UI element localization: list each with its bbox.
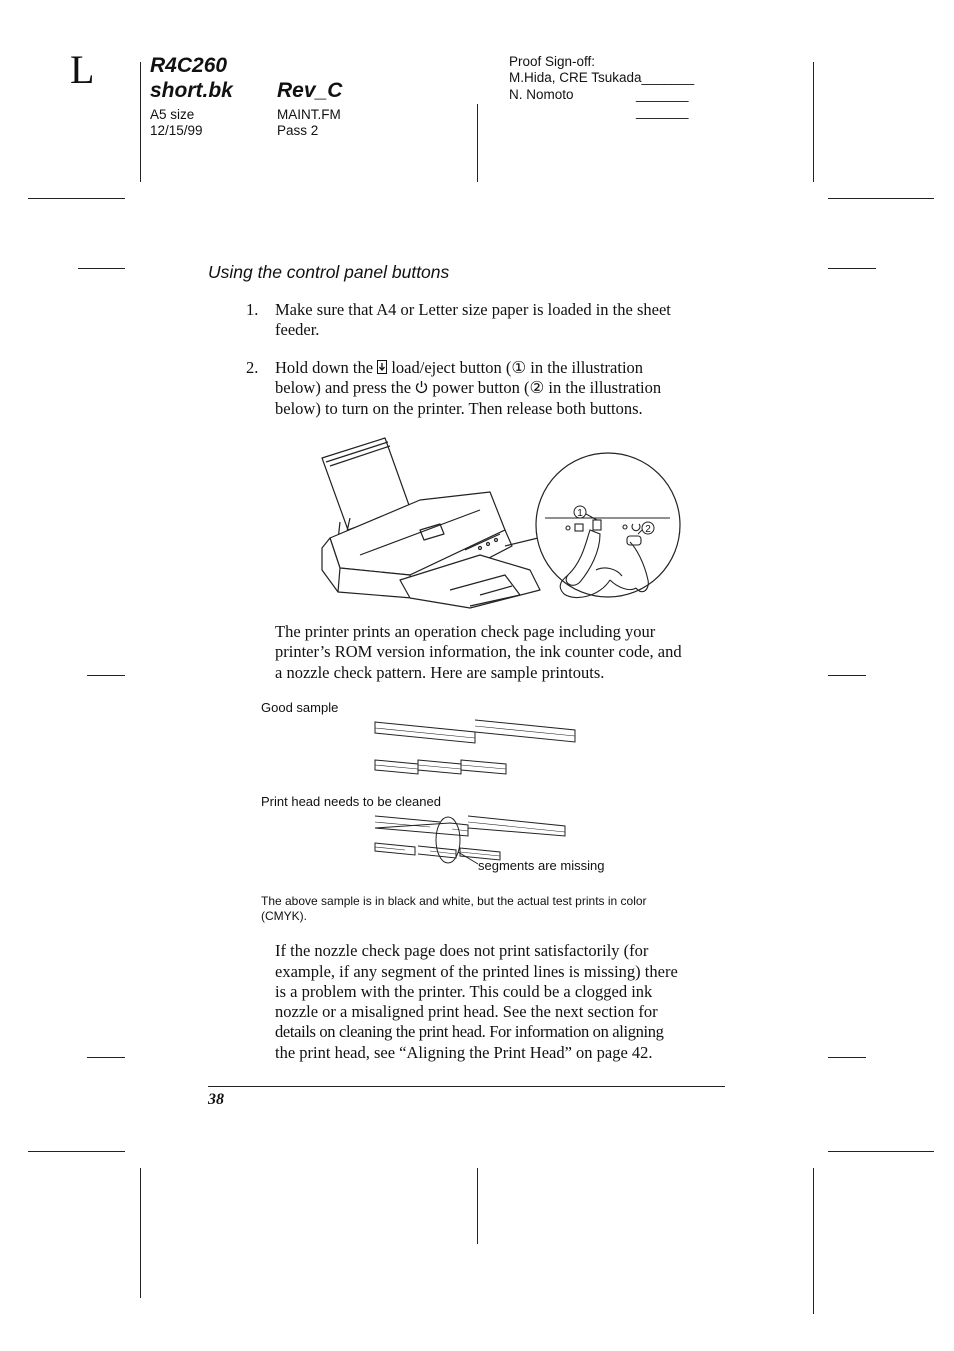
nozzle-line-1: If the nozzle check page does not print satisfactorily (for (275, 941, 649, 960)
check-page-line-2: printer’s ROM version information, the ink counter code, and (275, 642, 682, 661)
step-1-line-1: Make sure that A4 or Letter size paper is loaded in the sheet (275, 300, 671, 319)
nozzle-line-3: is a problem with the printer. This could be a clogged ink (275, 982, 653, 1001)
check-page-line-1: The printer prints an operation check page including your (275, 622, 656, 641)
crop-mark (828, 675, 866, 676)
step-2-line-3: below) to turn on the printer. Then release both buttons. (275, 399, 643, 418)
crop-mark (87, 1057, 125, 1058)
good-sample-label: Good sample (261, 700, 339, 715)
revision-label: Rev_C (277, 79, 343, 102)
nozzle-line-6: the print head, see “Aligning the Print Head” on page 42. (275, 1043, 653, 1062)
proof-line-2-name: N. Nomoto (509, 87, 574, 102)
proof-blank-1: _______ (636, 87, 689, 102)
step-2-line-2-post: power button (② in the illustration (432, 378, 662, 397)
crop-mark (828, 268, 876, 269)
pass-label: Pass 2 (277, 123, 319, 138)
date-label: 12/15/99 (150, 123, 203, 138)
check-page-line-3: a nozzle check pattern. Here are sample printouts. (275, 663, 605, 682)
crop-mark (140, 62, 141, 182)
step-number: 1. (246, 300, 259, 319)
file-line: short.bk (150, 79, 233, 102)
power-icon (415, 380, 428, 394)
crop-mark (78, 268, 125, 269)
step-2-line-2 (275, 378, 661, 398)
step-2-line-1 (275, 358, 643, 378)
crop-mark (828, 198, 934, 199)
model-line: R4C260 (150, 54, 228, 77)
step-2-line-1-pre: Hold down the (275, 358, 374, 377)
fm-file-label: MAINT.FM (277, 107, 341, 122)
step-1-line-2: feeder. (275, 320, 320, 339)
step-2-line-1-post: load/eject button (① in the illustration (391, 358, 644, 377)
crop-mark (828, 1151, 934, 1152)
nozzle-line-2: example, if any segment of the printed lines is missing) there (275, 962, 678, 981)
segments-missing-label: segments are missing (478, 858, 605, 873)
crop-mark (140, 1168, 141, 1298)
crop-mark (477, 104, 478, 182)
crop-mark (28, 1151, 125, 1152)
corner-letter: L (70, 47, 95, 92)
section-title: Using the control panel buttons (208, 262, 450, 282)
callout-2: 2 (645, 524, 651, 535)
color-note-line-1: The above sample is in black and white, but the actual test prints in color (261, 894, 647, 908)
crop-mark (87, 675, 125, 676)
proof-title: Proof Sign-off: (509, 54, 596, 69)
step-2-line-2-pre: below) and press the (275, 378, 412, 397)
load-eject-icon (377, 360, 387, 374)
callout-1: 1 (577, 508, 583, 519)
proof-line-1: M.Hida, CRE Tsukada_______ (509, 70, 695, 85)
step-number: 2. (246, 358, 259, 377)
good-sample-pattern (370, 712, 585, 782)
crop-mark (828, 1057, 866, 1058)
nozzle-line-5: details on cleaning the print head. For information on aligning (275, 1022, 664, 1041)
printer-illustration (300, 430, 670, 610)
proof-blank-2: _______ (636, 104, 689, 119)
size-label: A5 size (150, 107, 195, 122)
color-note-line-2: (CMYK). (261, 909, 307, 923)
crop-mark (477, 1168, 478, 1244)
crop-mark (813, 1168, 814, 1314)
page-number: 38 (208, 1091, 224, 1108)
footer-rule (208, 1086, 725, 1087)
crop-mark (813, 62, 814, 182)
crop-mark (28, 198, 125, 199)
bad-sample-label: Print head needs to be cleaned (261, 794, 441, 809)
nozzle-line-4: nozzle or a misaligned print head. See the next section for (275, 1002, 658, 1021)
